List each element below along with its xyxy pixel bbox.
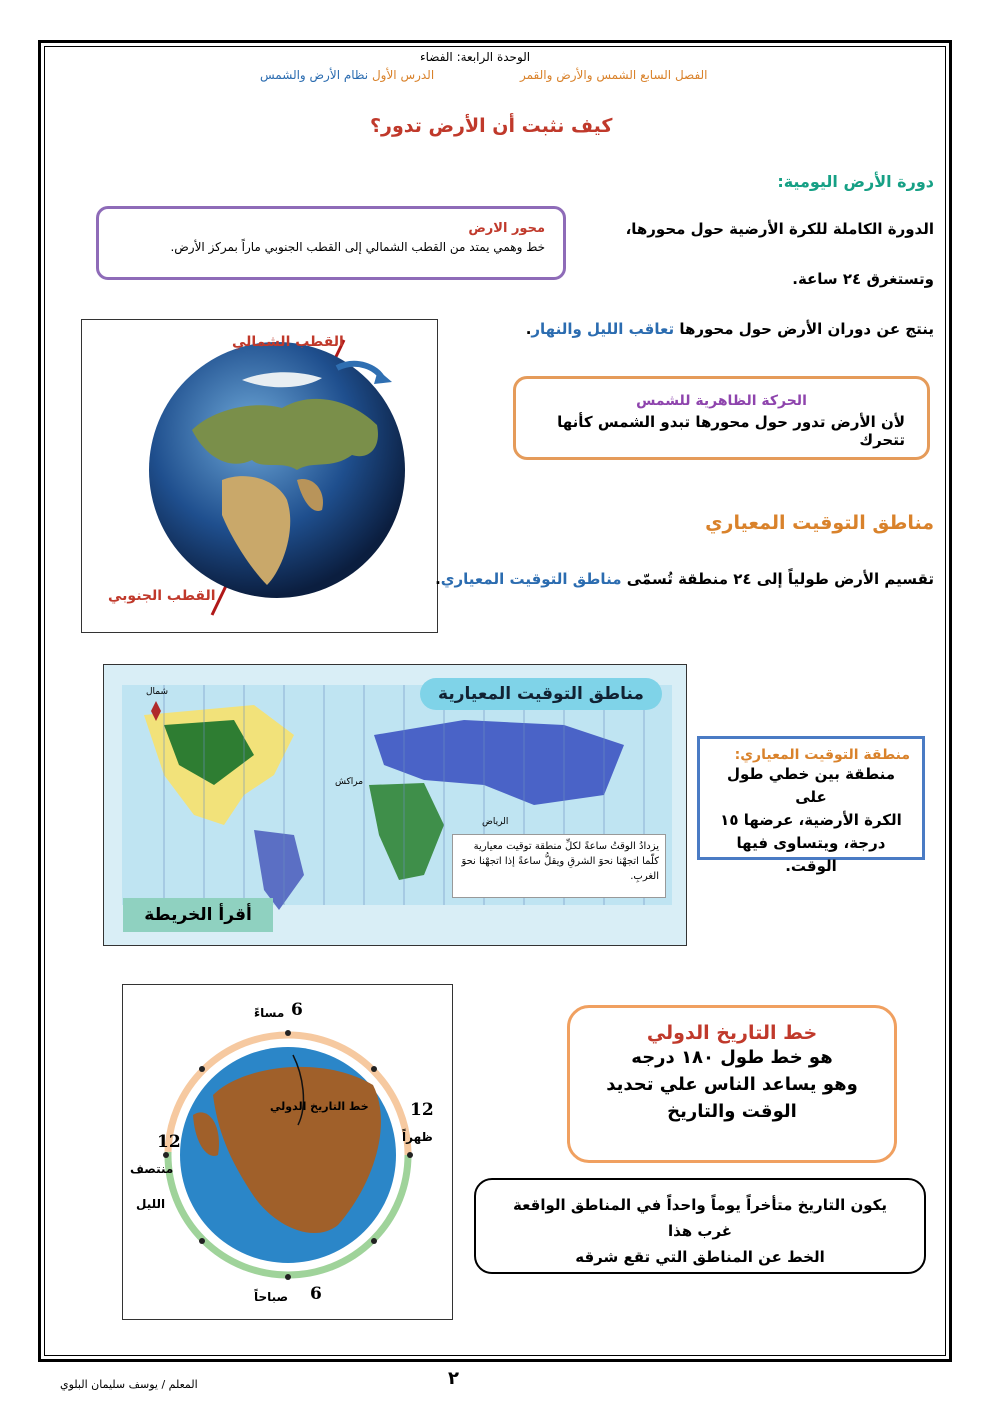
clock-right-number: 12	[410, 1100, 434, 1120]
map-title: مناطق التوقيت المعيارية	[420, 678, 662, 710]
page-number: ٢	[448, 1368, 459, 1389]
clock-dot	[199, 1238, 205, 1244]
map-read-label: أقرأ الخريطة	[123, 898, 273, 932]
international-date-line-title: خط التاريخ الدولي	[646, 1022, 818, 1044]
section-heading-time-zones: مناطق التوقيت المعياري	[705, 512, 934, 534]
apparent-sun-motion-title: الحركة الظاهرية للشمس	[636, 393, 807, 409]
time-zones-definition	[435, 570, 934, 588]
lesson-title	[260, 68, 434, 82]
lesson-label: الدرس الأول	[371, 68, 435, 82]
clock-dot	[371, 1238, 377, 1244]
rotation-result	[526, 320, 934, 338]
date-line-label: خط التاريخ الدولي	[270, 1100, 369, 1113]
globe-illustration	[82, 320, 438, 633]
chapter-title: الفصل السابع الشمس والأرض والقمر	[520, 68, 708, 82]
rotation-definition: الدورة الكاملة للكرة الأرضية حول محورها،	[625, 220, 934, 238]
clock-dot	[199, 1066, 205, 1072]
rotating-globe-figure	[81, 319, 438, 633]
earth-axis-box	[96, 206, 566, 280]
unit-title: الوحدة الرابعة: الفضاء	[420, 50, 531, 64]
lesson-name: نظام الأرض والشمس	[260, 68, 369, 82]
rotation-result-highlight: تعاقب الليل والنهار	[531, 320, 675, 338]
clock-left-word2: الليل	[136, 1197, 166, 1211]
map-north-label: شمال	[146, 687, 169, 697]
earth-axis-title: محور الارض	[468, 221, 545, 236]
international-date-line-line3: الوقت والتاريخ	[667, 1101, 797, 1122]
standard-time-zone-line2: الكرة الأرضية، عرضها ١٥	[720, 811, 902, 829]
section-heading-daily-rotation: دورة الأرض اليومية:	[777, 172, 934, 191]
clock-top-word: مساءً	[254, 1006, 285, 1020]
clock-dot	[407, 1152, 413, 1158]
date-line-globe-illustration	[123, 985, 453, 1320]
date-difference-box	[474, 1178, 926, 1274]
clock-bottom-word: صباحاً	[254, 1290, 289, 1304]
rotation-duration: وتستغرق ٢٤ ساعة.	[792, 270, 934, 288]
clock-top-number: 6	[291, 1000, 303, 1020]
rotation-result-prefix: ينتج عن دوران الأرض حول محورها	[679, 320, 934, 338]
clock-dot	[285, 1274, 291, 1280]
clock-bottom-number: 6	[310, 1284, 322, 1304]
clock-dot	[163, 1152, 169, 1158]
rotation-result-suffix: .	[525, 320, 532, 338]
clock-left-number: 12	[157, 1132, 181, 1152]
north-pole-label: القطب الشمالي	[232, 334, 344, 350]
international-date-line-line2: وهو يساعد الناس علي تحديد	[606, 1074, 858, 1095]
clock-right-word: ظهراً	[402, 1130, 433, 1144]
map-city-riyadh: الرياض	[482, 817, 509, 827]
apparent-sun-motion-box	[513, 376, 930, 460]
map-city-marrakech: مراكش	[335, 777, 364, 787]
date-difference-line2: الخط عن المناطق التي تقع شرقه	[575, 1248, 825, 1266]
south-pole-label: القطب الجنوبي	[108, 588, 216, 604]
clock-dot	[371, 1066, 377, 1072]
international-date-line-box	[567, 1005, 897, 1163]
time-zones-text-prefix: تقسيم الأرض طولياً إلى ٢٤ منطقة تُسمّى	[626, 570, 934, 588]
footer-teacher: المعلم / يوسف سليمان البلوي	[60, 1378, 198, 1391]
standard-time-zone-box	[697, 736, 925, 875]
clock-dot	[285, 1030, 291, 1036]
earth-axis-definition: خط وهمي يمتد من القطب الشمالي إلى القطب الجنوبي ماراً بمركز الأرض.	[170, 240, 545, 254]
standard-time-zone-line1: منطقة بين خطي طول على	[727, 765, 895, 806]
standard-time-zone-title: منطقة التوقيت المعياري:	[734, 747, 910, 763]
map-note: يزدادُ الوقتُ ساعةً لكلِّ منطقة توقيت معيارية كلّما اتجهْنا نحوَ الشرقِ ويقلُّ ساعةً إذا اتجهْنا نحوَ الغربِ.	[452, 834, 666, 898]
date-line-globe-figure	[122, 984, 453, 1320]
apparent-sun-motion-text: لأن الأرض تدور حول محورها تبدو الشمس كأنها تتحرك	[557, 413, 905, 449]
clock-left-word1: منتصف	[130, 1162, 174, 1176]
date-difference-line1: يكون التاريخ متأخراً يوماً واحداً في المناطق الواقعة غرب هذا	[512, 1196, 888, 1240]
time-zones-text-suffix: .	[435, 570, 441, 588]
international-date-line-line1: هو خط طول ١٨٠ درجه	[631, 1047, 833, 1068]
standard-time-zone-line3: درجة، ويتساوى فيها الوقت.	[736, 834, 886, 875]
time-zones-text-highlight: مناطق التوقيت المعياري	[440, 570, 622, 588]
page-title: كيف نثبت أن الأرض تدور؟	[370, 115, 613, 137]
